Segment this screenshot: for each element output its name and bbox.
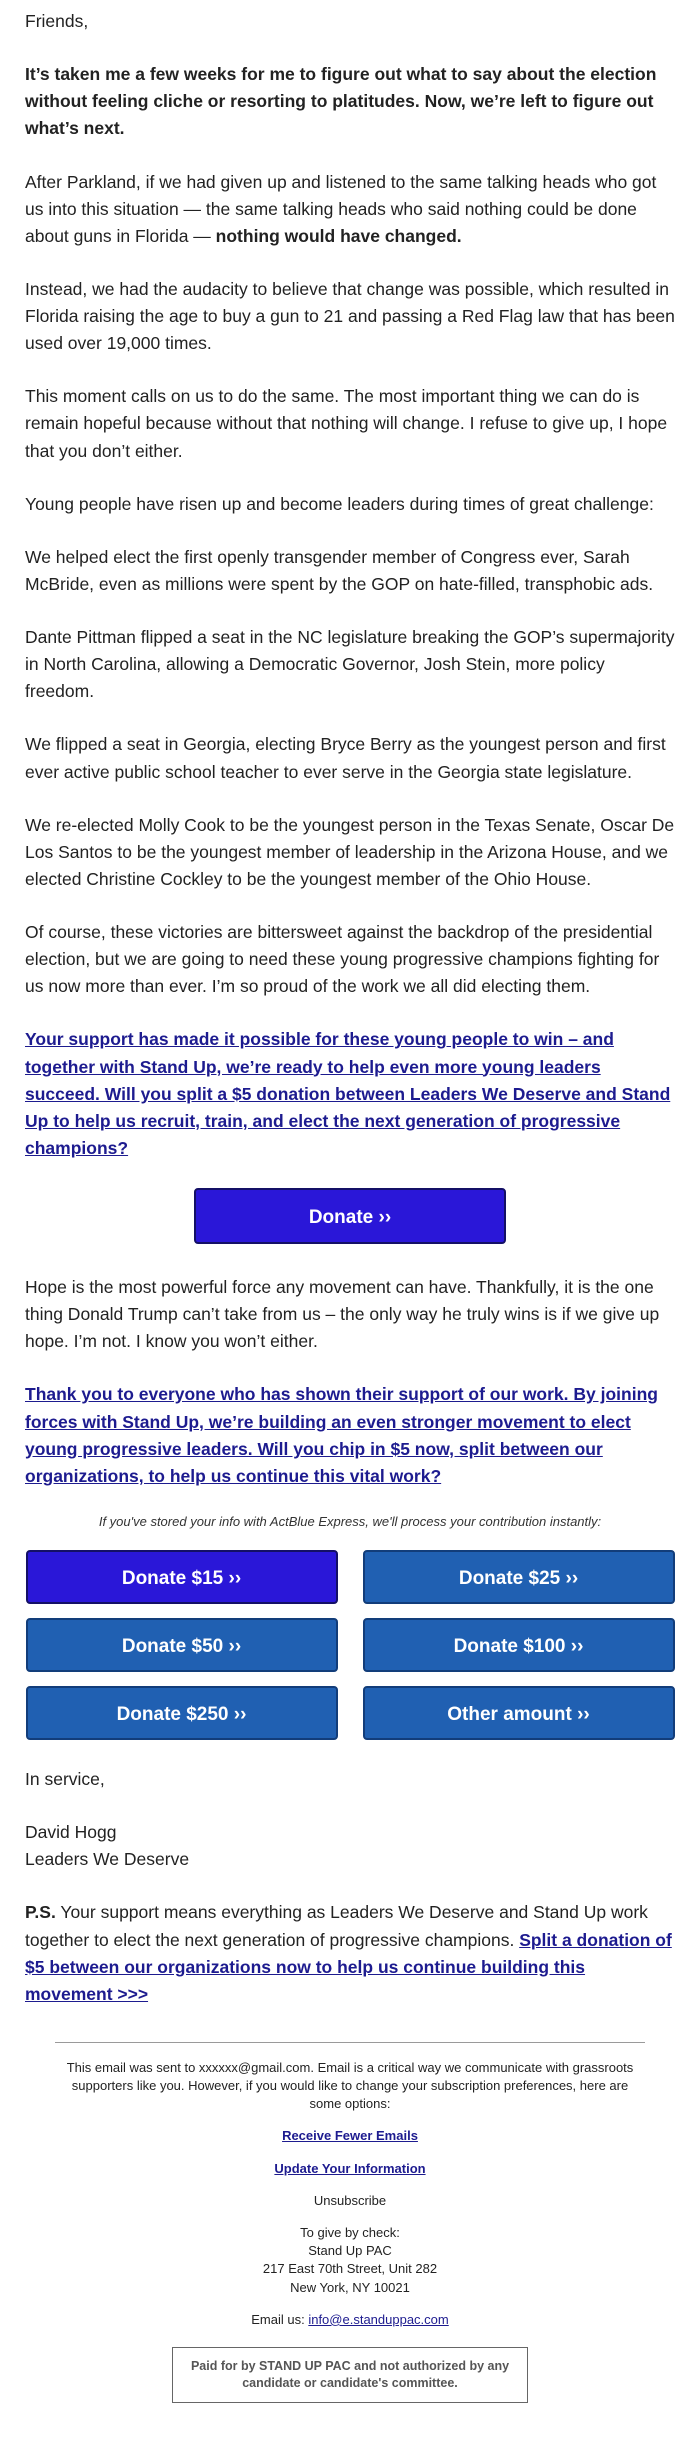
email-address-link[interactable]: info@e.standuppac.com <box>308 2311 449 2327</box>
body-paragraph-young-people: Young people have risen up and become leaders during times of great challenge: <box>25 493 654 514</box>
receive-fewer-emails-link[interactable]: Receive Fewer Emails <box>282 2128 418 2144</box>
body-paragraph-mcbride: We helped elect the first openly transgender member of Congress ever, Sarah McBride, even as millions were spent by the GOP on hate-filled, transphobic ads. <box>25 546 654 594</box>
body-paragraph-reelected: We re-elected Molly Cook to be the youngest person in the Texas Senate, Oscar De Los Santos to be the youngest member of leadership in the Arizona House, and we elected Christine Cockley to be the youngest member of the Ohio House. <box>25 814 675 889</box>
check-org: Stand Up PAC <box>308 2243 392 2259</box>
signer-name: David Hogg <box>25 1822 117 1843</box>
donation-amount-grid <box>25 1550 675 1740</box>
greeting: Friends, <box>25 11 89 31</box>
actblue-express-note: If you've stored your info with ActBlue Express, we'll process your contribution instantly: <box>98 1513 602 1529</box>
body-paragraph-georgia: We flipped a seat in Georgia, electing Bryce Berry as the youngest person and first ever active public school teacher to ever serve in the Georgia state legislature. <box>25 734 666 782</box>
ps-label: P.S. <box>25 1902 56 1923</box>
parkland-text: After Parkland, if we had given up and listened to the same talking heads who got us into this situation — the same talking heads who said nothing could be done about guns in Florida — <box>25 171 657 246</box>
footer <box>25 2059 675 2463</box>
check-heading: To give by check: <box>300 2225 400 2241</box>
cta-link-chip-in[interactable]: Thank you to everyone who has shown their support of our work. By joining forces with Stand Up, we’re building an even stronger movement to elect young progressive leaders. Will you chip in $5 now, split between our organizations, to help us continue this vital work? <box>25 1384 658 1486</box>
donate-15-button[interactable]: Donate $15 ›› <box>26 1550 338 1604</box>
donate-button[interactable]: Donate ›› <box>194 1188 506 1244</box>
cta-link-split-donation[interactable]: Your support has made it possible for these young people to win – and together with Stand Up, we’re ready to help even more young leaders succeed. Will you split a $5 donation between Leaders We Deserve and Stand Up to help us recruit, train, and elect the next generation of progressive champions? <box>25 1029 671 1158</box>
body-paragraph-hopeful: This moment calls on us to do the same. The most important thing we can do is remain hopeful because without that nothing will change. I refuse to give up, I hope that you don’t either. <box>25 386 668 461</box>
signature <box>25 1819 675 1873</box>
signer-org: Leaders We Deserve <box>25 1849 190 1870</box>
footer-notice: This email was sent to xxxxxx@gmail.com. Email is a critical way we communicate with grassroots supporters like you. However, if you would like to change your subscription preferences, here are some options: <box>66 2059 634 2112</box>
donate-25-button[interactable]: Donate $25 ›› <box>363 1550 675 1604</box>
body-paragraph-bittersweet: Of course, these victories are bittersweet against the backdrop of the presidential election, but we are going to need these young progressive champions fighting for us now more than ever. I’m so proud of the work we all did electing them. <box>25 922 660 997</box>
ps-text: Your support means everything as Leaders We Deserve and Stand Up work together to elect the next generation of progressive champions. <box>25 1902 648 1950</box>
paid-for-disclaimer: Paid for by STAND UP PAC and not authorized by any candidate or candidate's committee. <box>172 2347 528 2403</box>
email-label: Email us: <box>251 2311 309 2327</box>
postscript <box>25 1899 675 2008</box>
parkland-paragraph <box>25 169 675 250</box>
check-city: New York, NY 10021 <box>290 2279 410 2295</box>
unsubscribe-link[interactable]: Unsubscribe <box>313 2192 387 2208</box>
donate-other-amount-button[interactable]: Other amount ›› <box>363 1686 675 1740</box>
ps-donate-link[interactable]: Split a donation of $5 between our organizations now to help us continue building this movement >>> <box>25 1929 672 2004</box>
update-information-link[interactable]: Update Your Information <box>274 2160 426 2176</box>
body-paragraph-pittman: Dante Pittman flipped a seat in the NC legislature breaking the GOP’s supermajority in North Carolina, allowing a Democratic Governor, Josh Stein, more policy freedom. <box>25 627 675 702</box>
check-address <box>65 2224 635 2297</box>
body-paragraph-change: Instead, we had the audacity to believe that change was possible, which resulted in Florida raising the age to buy a gun to 21 and passing a Red Flag law that has been used over 19,000 times. <box>25 278 675 354</box>
donate-50-button[interactable]: Donate $50 ›› <box>26 1618 338 1672</box>
donate-250-button[interactable]: Donate $250 ›› <box>26 1686 338 1740</box>
closing: In service, <box>25 1769 105 1790</box>
parkland-bold: nothing would have changed. <box>215 225 462 246</box>
intro-paragraph: It’s taken me a few weeks for me to figure out what to say about the election without feeling cliche or resorting to platitudes. Now, we’re left to figure out what’s next. <box>25 64 657 139</box>
email-us <box>65 2311 635 2329</box>
footer-divider <box>55 2042 645 2043</box>
check-street: 217 East 70th Street, Unit 282 <box>262 2261 438 2277</box>
donate-100-button[interactable]: Donate $100 ›› <box>363 1618 675 1672</box>
hope-paragraph: Hope is the most powerful force any movement can have. Thankfully, it is the one thing Donald Trump can’t take from us – the only way he truly wins is if we give up hope. I’m not. I know you won’t either. <box>25 1277 660 1352</box>
